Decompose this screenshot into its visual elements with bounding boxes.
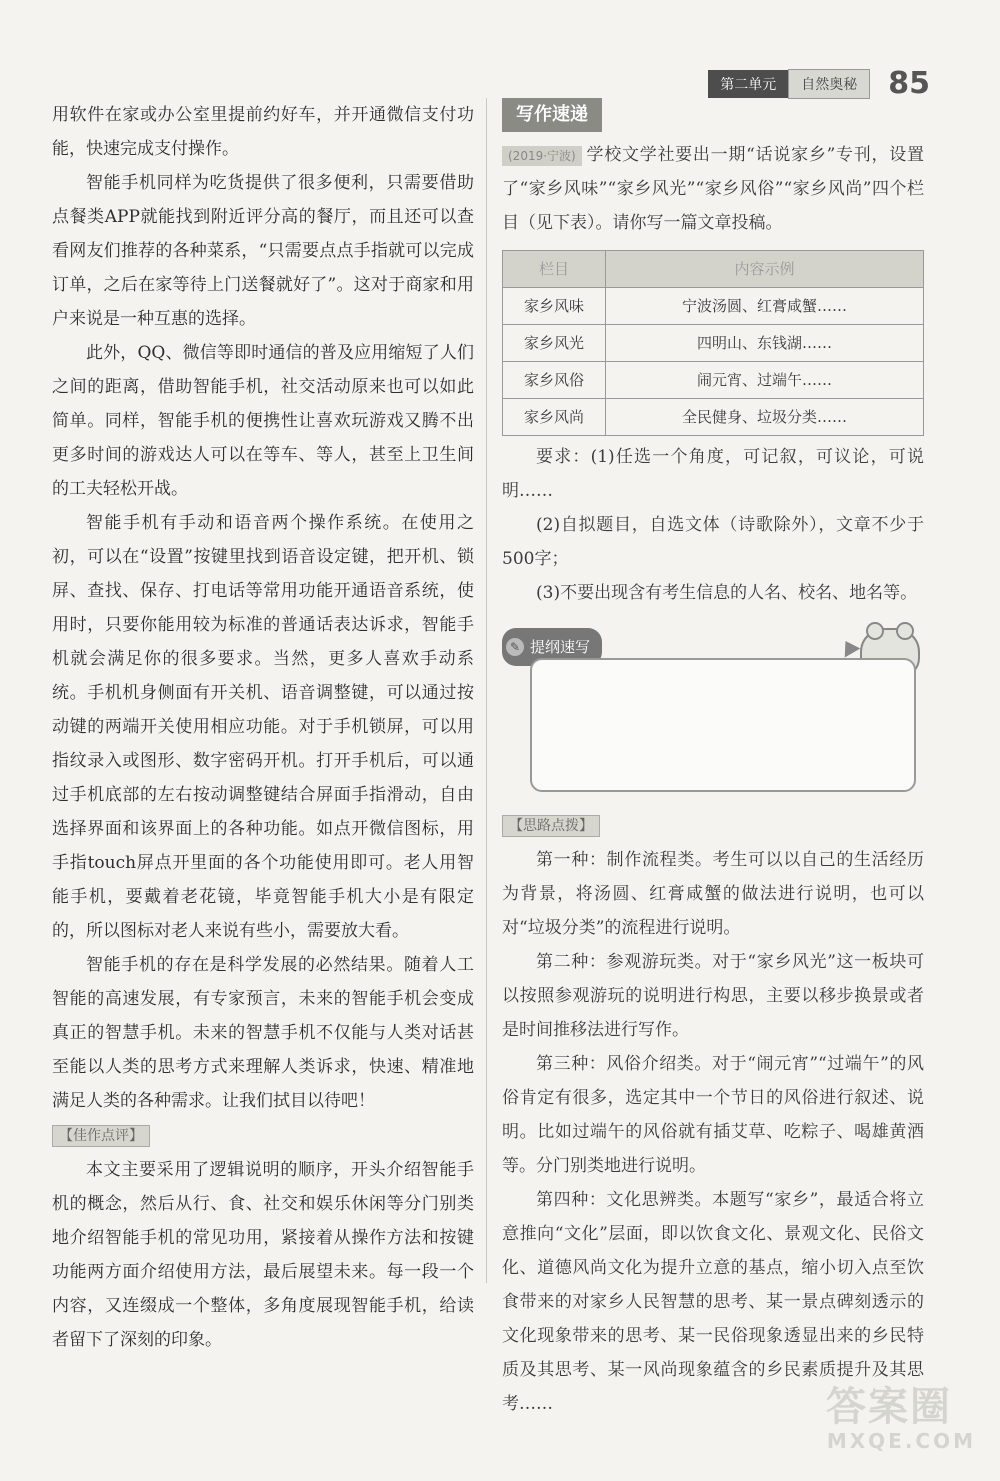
table-cell: 闹元宵、过端午…… <box>606 362 924 399</box>
paragraph: 第四种：文化思辨类。本题写“家乡”，最适合将立意推向“文化”层面，即以饮食文化、景观文化、民俗文化、道德风尚文化为提升立意的基点，缩小切入点至饮食带来的对家乡人民智慧的思考、某一景点碑刻透示的文化现象带来的思考、某一民俗现象透显出来的乡民特质及其思考、某一风尚现象蕴含的乡民素质提升及其思考…… <box>502 1190 924 1414</box>
triangle-decor-icon <box>838 636 861 657</box>
page-header <box>708 66 930 101</box>
outline-writing-box[interactable] <box>530 658 916 792</box>
requirement: (3)不要出现含有考生信息的人名、校名、地名等。 <box>536 583 918 603</box>
table-cell: 家乡风俗 <box>503 362 606 399</box>
table-cell: 四明山、东钱湖…… <box>606 325 924 362</box>
paragraph: 第三种：风俗介绍类。对于“闹元宵”“过端午”的风俗肯定有很多，选定其中一个节日的风俗进行叙述、说明。比如过端午的风俗就有插艾草、吃粽子、喝雄黄酒等。分门别类地进行说明。 <box>502 1054 924 1176</box>
review-tag: 【佳作点评】 <box>52 1125 150 1147</box>
paragraph: 第一种：制作流程类。考生可以以自己的生活经历为背景，将汤圆、红膏咸蟹的做法进行说明，也可以对“垃圾分类”的流程进行说明。 <box>502 850 924 938</box>
outline-label: 提纲速写 <box>530 638 591 656</box>
watermark-text: 答案圈 <box>826 1384 952 1430</box>
paragraph: 本文主要采用了逻辑说明的顺序，开头介绍智能手机的概念，然后从行、食、社交和娱乐休闲等分门别类地介绍智能手机的常见功用，紧接着从操作方法和按键功能两方面介绍使用方法，最后展望未来。每一段一个内容，又连缀成一个整体，多角度展现智能手机，给读者留下了深刻的印象。 <box>52 1160 474 1350</box>
table-cell: 家乡风尚 <box>503 399 606 436</box>
topic-table <box>502 250 924 436</box>
table-cell: 全民健身、垃圾分类…… <box>606 399 924 436</box>
theme-label: 自然奥秘 <box>788 69 870 99</box>
table-row <box>503 399 924 436</box>
paragraph: 智能手机有手动和语音两个操作系统。在使用之初，可以在“设置”按键里找到语音设定键，把开机、锁屏、查找、保存、打电话等常用功能开通语音系统，使用时，只要你能用较为标准的普通话表达诉求，智能手机就会满足你的很多要求。当然，更多人喜欢手动系统。手机机身侧面有开关机、语音调整键，可以通过按动键的两端开关使用相应功能。对于手机锁屏，可以用指纹录入或图形、数字密码开机。打开手机后，可以通过手机底部的左右按动调整键结合屏面手指滑动，自由选择界面和该界面上的各种功能。如点开微信图标，用手指touch屏点开里面的各个功能使用即可。老人用智能手机，要戴着老花镜，毕竟智能手机大小是有限定的，所以图标对老人来说有些小，需要放大看。 <box>52 513 474 941</box>
table-cell: 宁波汤圆、红膏咸蟹…… <box>606 288 924 325</box>
paragraph: 用软件在家或办公室里提前约好车，并开通微信支付功能，快速完成支付操作。 <box>52 105 474 159</box>
table-row <box>503 362 924 399</box>
left-column <box>52 98 474 1357</box>
watermark-logo <box>826 1385 976 1465</box>
watermark-url: MXQE.COM <box>826 1429 976 1453</box>
prompt-text: 学校文学社要出一期“话说家乡”专刊，设置了“家乡风味”“家乡风光”“家乡风俗”“家乡风尚”四个栏目（见下表）。请你写一篇文章投稿。 <box>502 145 924 233</box>
page-number: 85 <box>888 66 930 101</box>
table-cell: 家乡风光 <box>503 325 606 362</box>
table-row <box>503 325 924 362</box>
hint-tag: 【思路点拨】 <box>502 815 600 837</box>
right-column <box>502 98 924 1421</box>
table-header: 栏目 <box>503 251 606 288</box>
section-title: 写作速递 <box>502 98 602 132</box>
requirement: (2)自拟题目，自选文体（诗歌除外），文章不少于500字； <box>502 515 924 569</box>
table-header: 内容示例 <box>606 251 924 288</box>
table-row <box>503 288 924 325</box>
requirement: 要求：(1)任选一个角度，可记叙，可议论，可说明…… <box>502 447 924 501</box>
paragraph: 智能手机同样为吃货提供了很多便利，只需要借助点餐类APP就能找到附近评分高的餐厅，而且还可以查看网友们推荐的各种菜系，“只需要点点手指就可以完成订单，之后在家等待上门送餐就好了”。这对于商家和用户来说是一种互惠的选择。 <box>52 173 474 329</box>
source-tag: (2019·宁波) <box>502 146 582 166</box>
paragraph: 此外，QQ、微信等即时通信的普及应用缩短了人们之间的距离，借助智能手机，社交活动原来也可以如此简单。同样，智能手机的便携性让喜欢玩游戏又腾不出更多时间的游戏达人可以在等车、等人，甚至上卫生间的工夫轻松开战。 <box>52 343 474 499</box>
unit-label: 第二单元 <box>708 70 788 98</box>
paragraph: 第二种：参观游玩类。对于“家乡风光”这一板块可以按照参观游玩的说明进行构思，主要以移步换景或者是时间推移法进行写作。 <box>502 952 924 1040</box>
outline-area <box>502 628 924 798</box>
paragraph: 智能手机的存在是科学发展的必然结果。随着人工智能的高速发展，有专家预言，未来的智能手机会变成真正的智慧手机。未来的智慧手机不仅能与人类对话甚至能以人类的思考方式来理解人类诉求，快速、精准地满足人类的各种需求。让我们拭目以待吧！ <box>52 955 474 1111</box>
pencil-icon: ✎ <box>506 638 524 656</box>
table-cell: 家乡风味 <box>503 288 606 325</box>
column-divider <box>486 98 487 1283</box>
